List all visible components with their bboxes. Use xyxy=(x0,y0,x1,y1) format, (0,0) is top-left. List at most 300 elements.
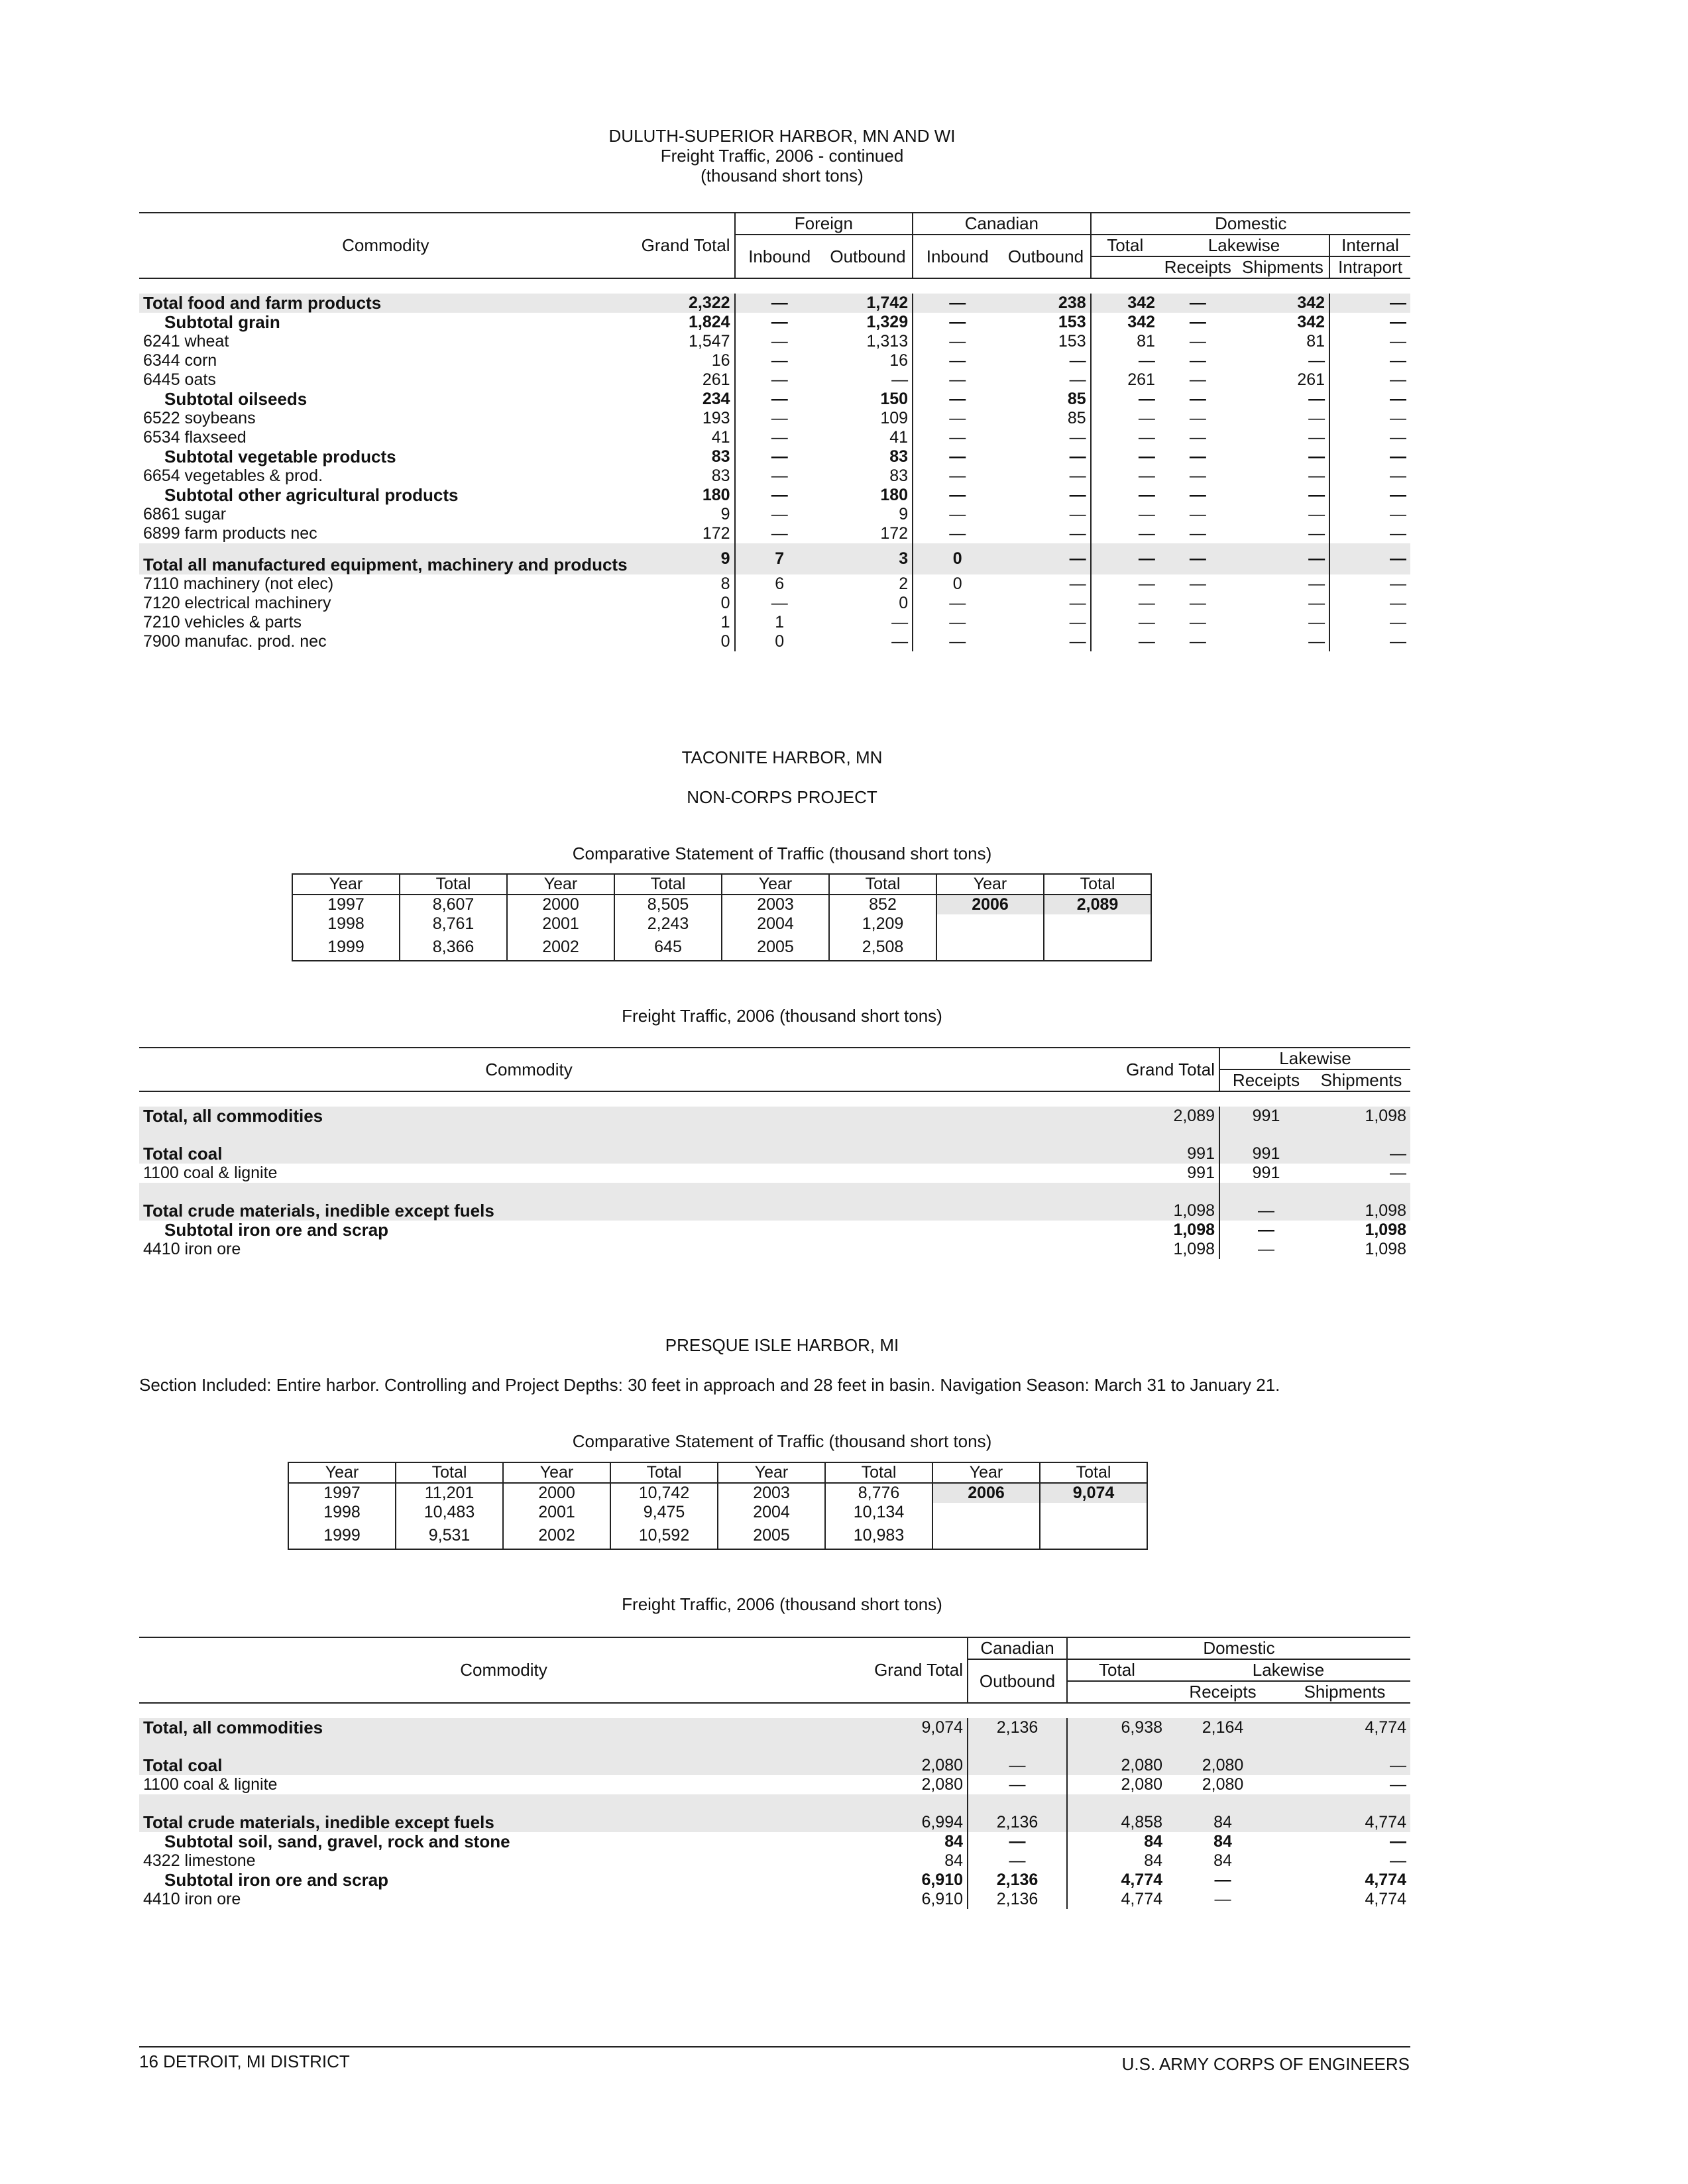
row-label: Subtotal other agricultural products xyxy=(164,485,459,505)
row-value: — xyxy=(1138,505,1155,523)
row-label: 6654 vegetables & prod. xyxy=(143,466,323,485)
row-value: 2,080 xyxy=(1121,1775,1162,1794)
row-label: 6445 oats xyxy=(143,370,216,389)
comparative-cell xyxy=(936,914,1044,934)
row-value: — xyxy=(1189,524,1206,543)
row-label: 7900 manufac. prod. nec xyxy=(143,632,327,651)
row-value: 1 xyxy=(632,613,735,632)
presque-freight-table xyxy=(139,1638,1410,1909)
row-value: 2,080 xyxy=(1067,1737,1166,1775)
row-label: Subtotal grain xyxy=(164,312,280,332)
row-value: — xyxy=(1390,390,1406,408)
row-value: 84 xyxy=(1213,1832,1232,1851)
row-value: — xyxy=(1138,613,1155,631)
row-value: — xyxy=(1138,447,1155,466)
col-foreign-inbound: Inbound xyxy=(735,235,824,278)
row-value: 16 xyxy=(824,351,913,370)
comparative-header: Year xyxy=(936,874,1044,895)
taconite-comparative-table xyxy=(292,873,1152,961)
row-value: — xyxy=(1001,466,1090,486)
row-value: — xyxy=(1189,428,1206,447)
comparative-row xyxy=(292,914,1151,934)
row-value: 109 xyxy=(824,409,913,428)
row-value: — xyxy=(1189,313,1206,331)
row-value: 1,547 xyxy=(632,332,735,351)
row-value: — xyxy=(771,313,788,331)
row-value: 83 xyxy=(632,466,735,486)
comparative-cell: 2005 xyxy=(718,1522,825,1549)
row-value: 172 xyxy=(824,524,913,543)
table-row xyxy=(139,409,1410,428)
table-row xyxy=(139,1871,1410,1890)
table-row xyxy=(139,594,1410,613)
row-label: 6899 farm products nec xyxy=(143,524,317,543)
row-value: 1,098 xyxy=(1365,1240,1406,1258)
comparative-cell: 10,483 xyxy=(396,1503,503,1522)
row-label: 6344 corn xyxy=(143,351,217,370)
comparative-cell: 2,508 xyxy=(829,934,936,961)
row-label: Total, all commodities xyxy=(139,1718,868,1737)
col-internal: Internal xyxy=(1329,235,1410,256)
duluth-freight-table xyxy=(139,213,1410,651)
row-value: 4,774 xyxy=(1279,1794,1410,1832)
row-label: Total coal xyxy=(139,1126,1113,1164)
row-value: 4,858 xyxy=(1067,1794,1166,1832)
comparative-header: Total xyxy=(829,874,936,895)
row-value: 991 xyxy=(1219,1126,1312,1164)
row-label: Subtotal oilseeds xyxy=(164,389,308,409)
row-label: Subtotal soil, sand, gravel, rock and stone xyxy=(164,1831,510,1851)
row-value: — xyxy=(949,524,966,543)
row-label: 4410 iron ore xyxy=(143,1890,241,1908)
row-label: 7210 vehicles & parts xyxy=(143,613,302,631)
comparative-cell: 8,776 xyxy=(825,1483,932,1503)
row-value: — xyxy=(1001,370,1090,390)
row-value: 6,938 xyxy=(1067,1718,1166,1737)
row-value: — xyxy=(1237,409,1329,428)
row-value: — xyxy=(968,1851,1067,1871)
row-value: — xyxy=(1390,313,1406,331)
table-row xyxy=(139,1164,1410,1183)
table-row xyxy=(139,1126,1410,1164)
row-value: 2,136 xyxy=(968,1871,1067,1890)
row-value: 342 xyxy=(1237,313,1329,332)
comparative-header: Year xyxy=(503,1462,610,1483)
row-value: 991 xyxy=(1113,1164,1219,1183)
row-value: 991 xyxy=(1113,1126,1219,1164)
pre-col-total: Total xyxy=(1067,1659,1166,1681)
comparative-cell: 1999 xyxy=(292,934,400,961)
row-value: — xyxy=(1237,390,1329,409)
comparative-cell: 2,243 xyxy=(614,914,722,934)
comparative-header: Year xyxy=(932,1462,1040,1483)
pre-col-grand-total: Grand Total xyxy=(868,1638,968,1703)
row-value: — xyxy=(1189,409,1206,427)
comparative-cell: 645 xyxy=(614,934,722,961)
col-domestic-total-spacer xyxy=(1091,256,1159,278)
table-row xyxy=(139,613,1410,632)
presque-section-text: Section Included: Entire harbor. Controlling and Project Depths: 30 feet in approach and 28 feet in basin. Navigation Season: March 31 to January 21. xyxy=(139,1375,1280,1395)
col-foreign: Foreign xyxy=(735,213,913,235)
row-value: 4,774 xyxy=(1365,1871,1406,1889)
row-label: Subtotal vegetable products xyxy=(164,447,396,466)
row-value: 6 xyxy=(775,574,785,593)
comparative-cell: 1997 xyxy=(292,895,400,914)
comparative-header: Year xyxy=(718,1462,825,1483)
row-value: — xyxy=(1001,447,1090,466)
presque-comparative-title: Comparative Statement of Traffic (thousand short tons) xyxy=(572,1431,992,1451)
row-value: — xyxy=(949,390,966,408)
row-value: — xyxy=(949,632,966,651)
row-value: — xyxy=(1138,390,1155,408)
pre-col-canadian: Canadian xyxy=(968,1638,1067,1659)
row-value: — xyxy=(968,1832,1067,1851)
table-row xyxy=(139,370,1410,390)
row-value: — xyxy=(1138,351,1155,370)
row-value: 172 xyxy=(632,524,735,543)
comparative-cell: 8,761 xyxy=(400,914,507,934)
row-value: — xyxy=(771,486,788,504)
comparative-row xyxy=(292,934,1151,961)
col-canadian: Canadian xyxy=(913,213,1091,235)
row-label: 7110 machinery (not elec) xyxy=(143,574,334,593)
row-value: — xyxy=(949,409,966,427)
row-value: — xyxy=(1237,428,1329,447)
comparative-cell: 1,209 xyxy=(829,914,936,934)
row-value: — xyxy=(1214,1890,1231,1908)
table-row xyxy=(139,390,1410,409)
pre-col-shipments: Shipments xyxy=(1279,1681,1410,1703)
row-value: 1,098 xyxy=(1312,1183,1410,1221)
row-value: — xyxy=(771,466,788,485)
row-value: — xyxy=(949,428,966,447)
table-row xyxy=(139,543,1410,574)
comparative-cell: 2002 xyxy=(507,934,614,961)
tac-col-grand-total: Grand Total xyxy=(1113,1048,1219,1091)
comparative-cell: 11,201 xyxy=(396,1483,503,1503)
row-value: 9,074 xyxy=(868,1718,968,1737)
row-value: — xyxy=(1001,574,1090,594)
comparative-header: Total xyxy=(610,1462,718,1483)
row-value: — xyxy=(1237,486,1329,505)
row-value: — xyxy=(949,447,966,466)
comparative-cell: 2003 xyxy=(722,895,829,914)
col-grand-total: Grand Total xyxy=(632,213,735,278)
row-value: 2,080 xyxy=(1202,1775,1244,1794)
row-value: — xyxy=(1189,486,1206,504)
comparative-cell: 2000 xyxy=(507,895,614,914)
row-value: 85 xyxy=(1001,409,1090,428)
row-value: 2,136 xyxy=(968,1718,1067,1737)
row-value: 4,774 xyxy=(1279,1718,1410,1737)
presque-comparative-table xyxy=(288,1462,1148,1550)
row-value: — xyxy=(1312,1126,1410,1164)
comparative-cell: 1999 xyxy=(288,1522,396,1549)
row-value: — xyxy=(949,332,966,351)
pre-col-receipts: Receipts xyxy=(1166,1681,1279,1703)
taconite-freight-table xyxy=(139,1048,1410,1259)
row-label: 6861 sugar xyxy=(143,505,227,523)
comparative-row xyxy=(292,895,1151,914)
row-value: — xyxy=(1189,505,1206,523)
table-row xyxy=(139,1737,1410,1775)
row-value: 2,164 xyxy=(1166,1718,1279,1737)
row-value: 342 xyxy=(1237,294,1329,313)
row-label: 6241 wheat xyxy=(143,332,229,351)
row-value: 153 xyxy=(1001,313,1090,332)
row-value: — xyxy=(1189,574,1206,593)
taconite-comparative-title: Comparative Statement of Traffic (thousand short tons) xyxy=(572,844,992,863)
row-value: — xyxy=(771,409,788,427)
row-label: 4410 iron ore xyxy=(143,1240,241,1258)
row-value: — xyxy=(1138,409,1155,427)
row-value: 0 xyxy=(775,632,785,651)
comparative-cell: 852 xyxy=(829,895,936,914)
table-row xyxy=(139,428,1410,447)
row-value: — xyxy=(1390,466,1406,485)
col-shipments: Shipments xyxy=(1237,256,1329,278)
comparative-row xyxy=(288,1483,1147,1503)
col-intraport: Intraport xyxy=(1329,256,1410,278)
comparative-cell: 10,134 xyxy=(825,1503,932,1522)
row-label: Subtotal iron ore and scrap xyxy=(164,1220,389,1240)
row-value: — xyxy=(824,370,913,390)
comparative-cell xyxy=(936,934,1044,961)
row-value: 261 xyxy=(1237,370,1329,390)
row-value: — xyxy=(1189,594,1206,612)
row-value: 85 xyxy=(1001,390,1090,409)
table-row xyxy=(139,466,1410,486)
row-value: — xyxy=(1390,1851,1406,1870)
row-value: 342 xyxy=(1091,294,1159,313)
taconite-title: TACONITE HARBOR, MN xyxy=(681,747,883,767)
row-value: 342 xyxy=(1127,313,1155,331)
duluth-units: (thousand short tons) xyxy=(701,166,864,186)
row-value: 991 xyxy=(1219,1107,1312,1126)
col-foreign-outbound: Outbound xyxy=(824,235,913,278)
row-value: 81 xyxy=(1137,332,1155,351)
row-value: — xyxy=(1390,505,1406,523)
row-value: 9 xyxy=(824,505,913,524)
row-value: — xyxy=(1159,543,1237,574)
row-value: 83 xyxy=(824,466,913,486)
table-row xyxy=(139,524,1410,543)
row-value: — xyxy=(1189,390,1206,408)
comparative-cell: 2004 xyxy=(718,1503,825,1522)
row-value: 234 xyxy=(632,390,735,409)
row-value: 1,098 xyxy=(1113,1221,1219,1240)
row-value: — xyxy=(1390,524,1406,543)
row-value: — xyxy=(1159,294,1237,313)
row-value: 84 xyxy=(1213,1851,1232,1870)
row-value: — xyxy=(1001,486,1090,505)
comparative-header: Year xyxy=(292,874,400,895)
comparative-cell: 2005 xyxy=(722,934,829,961)
row-value: 238 xyxy=(1001,294,1090,313)
row-value: — xyxy=(771,390,788,408)
row-value: — xyxy=(1237,543,1329,574)
row-value: — xyxy=(771,370,788,389)
row-value: — xyxy=(949,505,966,523)
row-value: — xyxy=(771,594,788,612)
comparative-cell: 2004 xyxy=(722,914,829,934)
presque-comparative-wrap xyxy=(288,1462,1148,1550)
row-value: — xyxy=(1237,351,1329,370)
row-value: — xyxy=(824,613,913,632)
row-value: 0 xyxy=(824,594,913,613)
row-value: — xyxy=(949,594,966,612)
row-value: — xyxy=(968,1737,1067,1775)
row-label: 4322 limestone xyxy=(143,1851,256,1870)
row-value: 2,080 xyxy=(868,1737,968,1775)
row-value: — xyxy=(1390,370,1406,389)
row-value: 1,313 xyxy=(824,332,913,351)
row-value: — xyxy=(1390,613,1406,631)
row-value: — xyxy=(1258,1221,1274,1239)
row-value: 0 xyxy=(632,594,735,613)
table-row xyxy=(139,1851,1410,1871)
row-value: — xyxy=(1237,613,1329,632)
table-row xyxy=(139,1794,1410,1832)
row-value: — xyxy=(1390,486,1406,504)
row-value: — xyxy=(1390,1164,1406,1182)
pre-col-domestic: Domestic xyxy=(1067,1638,1410,1659)
row-value: 84 xyxy=(1166,1794,1279,1832)
table-row xyxy=(139,332,1410,351)
row-value: 2,322 xyxy=(632,294,735,313)
row-value: — xyxy=(1189,370,1206,389)
comparative-cell xyxy=(1040,1503,1147,1522)
comparative-header: Total xyxy=(396,1462,503,1483)
comparative-row xyxy=(288,1503,1147,1522)
row-value: — xyxy=(1138,632,1155,651)
comparative-cell: 2003 xyxy=(718,1483,825,1503)
row-value: 261 xyxy=(1127,370,1155,389)
row-value: 1,098 xyxy=(1113,1240,1219,1259)
row-value: 8 xyxy=(632,574,735,594)
row-value: — xyxy=(1001,632,1090,651)
tac-col-receipts: Receipts xyxy=(1219,1069,1312,1091)
col-domestic-total: Total xyxy=(1091,235,1159,256)
taconite-freight-title: Freight Traffic, 2006 (thousand short tons) xyxy=(622,1006,942,1026)
row-value: — xyxy=(1390,428,1406,447)
row-value: — xyxy=(1138,486,1155,504)
row-value: — xyxy=(1390,1832,1406,1851)
row-value: — xyxy=(1001,543,1090,574)
row-value: — xyxy=(913,294,1001,313)
row-value: 6,994 xyxy=(868,1794,968,1832)
table-row xyxy=(139,1240,1410,1259)
comparative-cell: 1998 xyxy=(288,1503,396,1522)
comparative-cell xyxy=(932,1522,1040,1549)
row-value: — xyxy=(1001,428,1090,447)
table-row xyxy=(139,294,1410,313)
row-value: — xyxy=(1219,1183,1312,1221)
table-row xyxy=(139,313,1410,332)
row-value: 84 xyxy=(1144,1851,1162,1870)
table-row xyxy=(139,1183,1410,1221)
row-value: — xyxy=(1189,351,1206,370)
row-value: — xyxy=(1390,351,1406,370)
table-row xyxy=(139,1775,1410,1794)
row-value: — xyxy=(1237,524,1329,543)
row-value: — xyxy=(1237,594,1329,613)
row-value: — xyxy=(1214,1871,1231,1889)
table-row xyxy=(139,1221,1410,1240)
row-value: 991 xyxy=(1252,1164,1280,1182)
row-value: — xyxy=(1189,447,1206,466)
taconite-comparative-wrap xyxy=(292,873,1152,961)
row-value: 4,774 xyxy=(1121,1871,1162,1889)
row-value: — xyxy=(1091,543,1159,574)
table-row xyxy=(139,447,1410,466)
row-label: Total, all commodities xyxy=(139,1107,1113,1126)
comparative-cell xyxy=(1044,914,1151,934)
row-value: — xyxy=(949,486,966,504)
row-value: 1,824 xyxy=(632,313,735,332)
table-row xyxy=(139,486,1410,505)
row-value: — xyxy=(1390,1775,1406,1794)
row-value: 6,910 xyxy=(868,1871,968,1890)
row-value: 7 xyxy=(735,543,824,574)
row-value: 150 xyxy=(824,390,913,409)
row-value: — xyxy=(1237,466,1329,486)
table-row xyxy=(139,505,1410,524)
comparative-cell xyxy=(1044,934,1151,961)
row-value: — xyxy=(1390,409,1406,427)
row-value: — xyxy=(771,447,788,466)
row-value: — xyxy=(1001,613,1090,632)
row-value: 3 xyxy=(824,543,913,574)
row-value: 0 xyxy=(913,543,1001,574)
row-value: 180 xyxy=(824,486,913,505)
row-value: — xyxy=(949,466,966,485)
row-value: 9 xyxy=(632,505,735,524)
row-value: — xyxy=(1237,447,1329,466)
row-value: — xyxy=(771,428,788,447)
row-value: — xyxy=(771,332,788,351)
table-row xyxy=(139,574,1410,594)
row-value: — xyxy=(949,351,966,370)
comparative-cell: 2000 xyxy=(503,1483,610,1503)
row-label: 6534 flaxseed xyxy=(143,428,247,447)
row-value: — xyxy=(949,370,966,389)
row-value: 9 xyxy=(632,543,735,574)
row-value: — xyxy=(824,632,913,651)
comparative-cell: 8,607 xyxy=(400,895,507,914)
comparative-cell: 2001 xyxy=(503,1503,610,1522)
col-receipts: Receipts xyxy=(1159,256,1237,278)
footer-right: U.S. ARMY CORPS OF ENGINEERS xyxy=(1121,2054,1410,2074)
row-value: — xyxy=(1390,594,1406,612)
row-value: — xyxy=(771,524,788,543)
comparative-header: Total xyxy=(400,874,507,895)
row-value: — xyxy=(1390,632,1406,651)
row-label: 6522 soybeans xyxy=(143,409,256,427)
row-value: 2 xyxy=(824,574,913,594)
duluth-title: DULUTH-SUPERIOR HARBOR, MN AND WI xyxy=(608,126,956,146)
comparative-cell: 2006 xyxy=(932,1483,1040,1503)
row-label: 7120 electrical machinery xyxy=(143,594,331,612)
table-row xyxy=(139,1890,1410,1909)
tac-col-shipments: Shipments xyxy=(1312,1069,1410,1091)
tac-col-commodity: Commodity xyxy=(139,1048,1113,1091)
row-value: 4,774 xyxy=(1121,1890,1162,1908)
row-value: — xyxy=(949,613,966,631)
comparative-header: Total xyxy=(1040,1462,1147,1483)
tac-col-lakewise: Lakewise xyxy=(1219,1048,1410,1069)
col-canadian-inbound: Inbound xyxy=(913,235,1001,278)
